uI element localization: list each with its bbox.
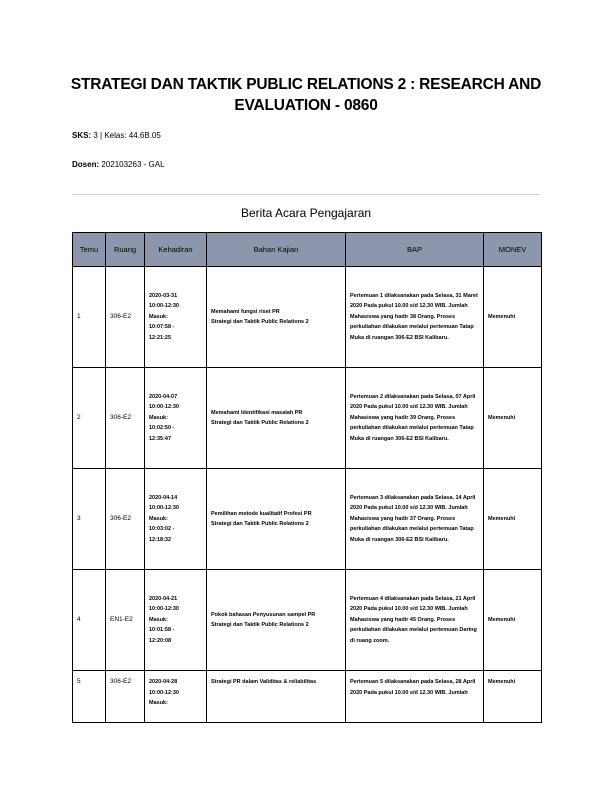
divider <box>72 194 540 195</box>
cell-bap: Pertemuan 3 dilaksanakan pada Selasa, 14 April 2020 Pada pukul 10.00 s/d 12.30 WIB. Jumlah Mahasiswa yang hadir 37 Orang. Proses perkuliahan dilakukan melalui pertemuan Tatap Muka di ruangan 306-E2 BSI Kalibaru. <box>346 469 484 570</box>
col-header-temu: Temu <box>73 233 106 267</box>
col-header-kehadiran: Kehadiran <box>145 233 207 267</box>
cell-temu: 1 <box>73 267 106 368</box>
section-title: Berita Acara Pengajaran <box>240 206 372 220</box>
cell-temu: 5 <box>73 671 106 723</box>
cell-monev: Memenuhi <box>484 671 542 723</box>
cell-bap: Pertemuan 4 dilaksanakan pada Selasa, 21 April 2020 Pada pukul 10.00 s/d 12.30 WIB. Jumlah Mahasiswa yang hadir 45 Orang. Proses perkuliahan dilakukan melalui pertemuan Daring di ruang zoom. <box>346 570 484 671</box>
table-row <box>73 267 542 368</box>
cell-bahan-kajian: Pokok bahasan Penyusunan sampel PR Strategi dan Taktik Public Relations 2 <box>207 570 346 671</box>
col-header-ruang: Ruang <box>106 233 145 267</box>
dosen-value: 202103263 - GAL <box>101 160 165 169</box>
col-header-bahan-kajian: Bahan Kajian <box>207 233 346 267</box>
cell-monev: Memenuhi <box>484 368 542 469</box>
cell-temu: 3 <box>73 469 106 570</box>
sks-value: 3 | Kelas: 44.6B.05 <box>93 131 161 140</box>
table-row <box>73 671 542 723</box>
table-row <box>73 570 542 671</box>
cell-ruang: 306-E2 <box>106 368 145 469</box>
cell-ruang: 306-E2 <box>106 469 145 570</box>
cell-ruang: 306-E2 <box>106 671 145 723</box>
cell-bap: Pertemuan 2 dilaksanakan pada Selasa, 07 April 2020 Pada pukul 10.00 s/d 12.30 WIB. Jumlah Mahasiswa yang hadir 39 Orang. Proses perkuliahan dilakukan melalui pertemuan Tatap Muka di ruangan 306-E2 BSI Kalibaru. <box>346 368 484 469</box>
cell-monev: Memenuhi <box>484 570 542 671</box>
cell-ruang: EN1-E2 <box>106 570 145 671</box>
cell-monev: Memenuhi <box>484 267 542 368</box>
cell-kehadiran: 2020-04-28 10:00-12:30 Masuk: <box>145 671 207 723</box>
sks-label: SKS: <box>72 131 92 140</box>
document-title: STRATEGI DAN TAKTIK PUBLIC RELATIONS 2 : RESEARCH AND EVALUATION - 0860 <box>70 76 542 114</box>
dosen-label: Dosen: <box>72 160 100 169</box>
cell-bap: Pertemuan 1 dilaksanakan pada Selasa, 31 Maret 2020 Pada pukul 10.00 s/d 12.30 WIB. Jumlah Mahasiswa yang hadir 38 Orang. Proses perkuliahan dilakukan melalui pertemuan Tatap Muka di ruangan 306-E2 BSI Kalibaru. <box>346 267 484 368</box>
berita-acara-table <box>72 232 542 723</box>
sks-info <box>72 131 161 140</box>
dosen-info <box>72 160 165 169</box>
cell-bap: Pertemuan 5 dilaksanakan pada Selasa, 28 April 2020 Pada pukul 10.00 s/d 12.30 WIB. Jumlah <box>346 671 484 723</box>
cell-kehadiran: 2020-04-14 10:00-12:30 Masuk: 10:03:02 - 12:18:32 <box>145 469 207 570</box>
cell-temu: 2 <box>73 368 106 469</box>
col-header-bap: BAP <box>346 233 484 267</box>
cell-monev: Memenuhi <box>484 469 542 570</box>
cell-bahan-kajian: Memahami fungsi riset PR Strategi dan Taktik Public Relations 2 <box>207 267 346 368</box>
cell-bahan-kajian: Strategi PR dalam Validitas & reliabilitas <box>207 671 346 723</box>
cell-bahan-kajian: Memahami Identifikasi masalah PR Strategi dan Taktik Public Relations 2 <box>207 368 346 469</box>
cell-kehadiran: 2020-04-07 10:00-12:30 Masuk: 10:02:50 - 12:35:47 <box>145 368 207 469</box>
table-row <box>73 469 542 570</box>
table-header-row <box>73 233 542 267</box>
col-header-monev: MONEV <box>484 233 542 267</box>
cell-bahan-kajian: Pemilihan metode kualitatif Profesi PR Strategi dan Taktik Public Relations 2 <box>207 469 346 570</box>
cell-kehadiran: 2020-03-31 10:00-12:30 Masuk: 10:07:58 - 12:21:25 <box>145 267 207 368</box>
table-row <box>73 368 542 469</box>
cell-temu: 4 <box>73 570 106 671</box>
cell-kehadiran: 2020-04-21 10:00-12:30 Masuk: 10:01:58 - 12:20:08 <box>145 570 207 671</box>
cell-ruang: 306-E2 <box>106 267 145 368</box>
